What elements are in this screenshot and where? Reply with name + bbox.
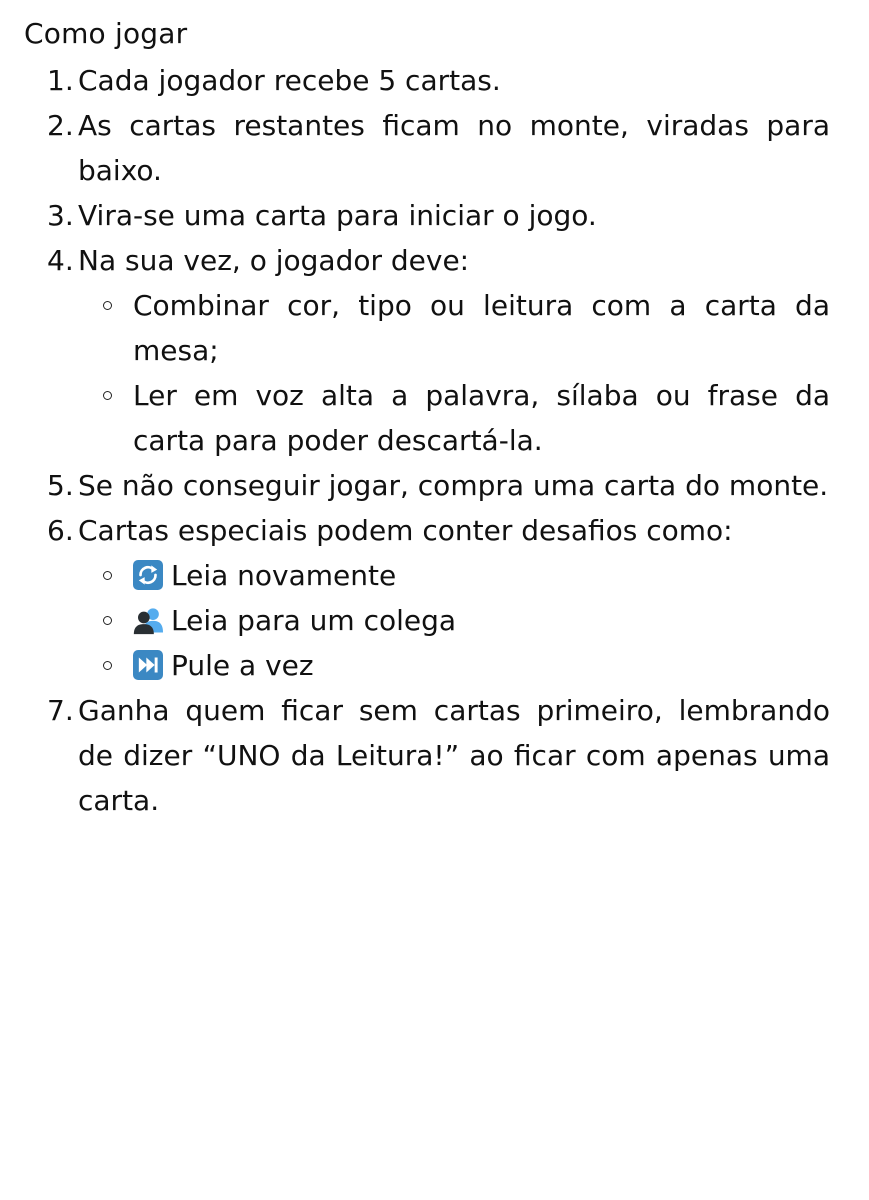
step-text: Cada jogador recebe 5 cartas. — [78, 64, 501, 97]
step-number: 1. — [47, 64, 74, 97]
bullet-circle-icon — [103, 301, 112, 310]
sub-list — [78, 553, 830, 688]
step-text: Vira-se uma carta para iniciar o jogo. — [78, 199, 597, 232]
step-item — [47, 193, 830, 238]
step-item — [47, 58, 830, 103]
step-text: Cartas especiais podem conter desafios como: — [78, 514, 733, 547]
sub-list-item — [133, 553, 830, 598]
sub-list — [78, 283, 830, 463]
step-number: 5. — [47, 469, 74, 502]
sub-item-text: Combinar cor, tipo ou leitura com a carta da mesa; — [133, 289, 830, 367]
step-item — [47, 238, 830, 463]
step-item — [47, 103, 830, 193]
sub-item-text: Leia novamente — [171, 559, 397, 592]
step-number: 6. — [47, 514, 74, 547]
steps-list — [24, 58, 830, 823]
sub-list-item — [133, 598, 830, 643]
step-text: Se não conseguir jogar, compra uma carta do monte. — [78, 469, 829, 502]
step-number: 4. — [47, 244, 74, 277]
people-icon — [133, 605, 163, 635]
bullet-circle-icon — [103, 661, 112, 670]
bullet-circle-icon — [103, 391, 112, 400]
instructions-document — [24, 14, 830, 823]
sub-item-text: Ler em voz alta a palavra, sílaba ou frase da carta para poder descartá-la. — [133, 379, 830, 457]
step-number: 7. — [47, 694, 74, 727]
sub-list-item — [133, 283, 830, 373]
step-item — [47, 508, 830, 688]
step-number: 3. — [47, 199, 74, 232]
bullet-circle-icon — [103, 571, 112, 580]
sub-item-text: Leia para um colega — [171, 604, 457, 637]
step-item — [47, 688, 830, 823]
fast-forward-icon — [133, 650, 163, 680]
step-item — [47, 463, 830, 508]
sub-item-text: Pule a vez — [171, 649, 314, 682]
step-text: Na sua vez, o jogador deve: — [78, 244, 470, 277]
bullet-circle-icon — [103, 616, 112, 625]
step-text: Ganha quem ficar sem cartas primeiro, lembrando de dizer “UNO da Leitura!” ao ficar com apenas uma carta. — [78, 694, 830, 817]
sub-list-item — [133, 373, 830, 463]
repeat-icon — [133, 560, 163, 590]
sub-list-item — [133, 643, 830, 688]
page-title: Como jogar — [24, 17, 188, 50]
step-number: 2. — [47, 109, 74, 142]
step-text: As cartas restantes ficam no monte, viradas para baixo. — [78, 109, 830, 187]
